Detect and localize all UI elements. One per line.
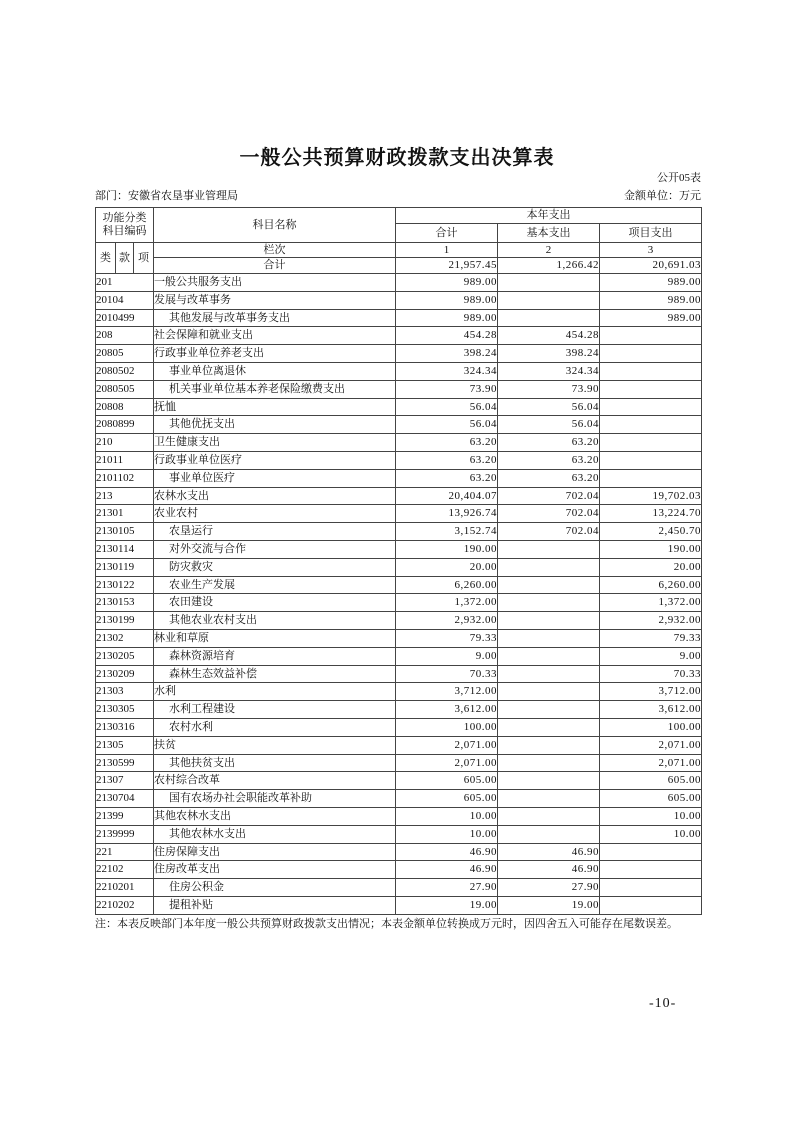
row-project: 2,932.00 — [600, 612, 702, 630]
row-code: 22102 — [96, 861, 154, 879]
row-basic: 454.28 — [498, 327, 600, 345]
row-code: 2210202 — [96, 896, 154, 914]
table-row — [96, 291, 702, 309]
class-col-header: 类 — [96, 243, 116, 274]
row-total: 73.90 — [396, 380, 498, 398]
code-group-line1: 功能分类 — [102, 212, 147, 225]
footnote: 注：本表反映部门本年度一般公共预算财政拨款支出情况；本表金额单位转换成万元时，因四舍五入可能存在尾数误差。 — [95, 918, 678, 930]
row-project: 10.00 — [600, 807, 702, 825]
table-row — [96, 416, 702, 434]
row-project: 2,071.00 — [600, 754, 702, 772]
table-row — [96, 469, 702, 487]
row-code: 20808 — [96, 398, 154, 416]
row-total: 989.00 — [396, 309, 498, 327]
row-code: 213 — [96, 487, 154, 505]
row-subject-name: 社会保障和就业支出 — [154, 327, 396, 345]
table-row — [96, 861, 702, 879]
grand-total-project: 20,691.03 — [600, 258, 702, 274]
table-row — [96, 665, 702, 683]
row-project — [600, 861, 702, 879]
row-subject-name: 事业单位医疗 — [154, 469, 396, 487]
row-code: 2130305 — [96, 701, 154, 719]
row-basic — [498, 718, 600, 736]
basic-col-header: 基本支出 — [498, 224, 600, 243]
row-subject-name: 扶贫 — [154, 736, 396, 754]
row-subject-name: 卫生健康支出 — [154, 434, 396, 452]
row-code: 21307 — [96, 772, 154, 790]
row-project: 2,450.70 — [600, 523, 702, 541]
row-total: 6,260.00 — [396, 576, 498, 594]
row-basic — [498, 629, 600, 647]
row-subject-name: 其他扶贫支出 — [154, 754, 396, 772]
row-total: 2,932.00 — [396, 612, 498, 630]
row-subject-name: 其他发展与改革事务支出 — [154, 309, 396, 327]
row-project — [600, 434, 702, 452]
department-label: 部门：安徽省农垦事业管理局 — [95, 190, 238, 202]
row-basic — [498, 540, 600, 558]
row-total: 56.04 — [396, 416, 498, 434]
table-row — [96, 274, 702, 292]
row-basic — [498, 291, 600, 309]
table-row — [96, 327, 702, 345]
row-subject-name: 农林水支出 — [154, 487, 396, 505]
row-code: 21303 — [96, 683, 154, 701]
page-number: -10- — [649, 996, 677, 1011]
row-subject-name: 林业和草原 — [154, 629, 396, 647]
row-total: 13,926.74 — [396, 505, 498, 523]
row-basic: 63.20 — [498, 434, 600, 452]
row-total: 63.20 — [396, 434, 498, 452]
table-row — [96, 309, 702, 327]
row-subject-name: 水利工程建设 — [154, 701, 396, 719]
row-code: 210 — [96, 434, 154, 452]
table-row — [96, 683, 702, 701]
row-basic: 702.04 — [498, 487, 600, 505]
row-total: 454.28 — [396, 327, 498, 345]
row-subject-name: 国有农场办社会职能改革补助 — [154, 790, 396, 808]
row-code: 21302 — [96, 629, 154, 647]
row-total: 2,071.00 — [396, 754, 498, 772]
row-subject-name: 行政事业单位养老支出 — [154, 345, 396, 363]
row-basic — [498, 683, 600, 701]
row-total: 20,404.07 — [396, 487, 498, 505]
table-row — [96, 487, 702, 505]
code-group-header — [96, 208, 154, 243]
section-col-header: 款 — [116, 243, 134, 274]
row-total: 3,612.00 — [396, 701, 498, 719]
table-row — [96, 612, 702, 630]
row-subject-name: 其他农林水支出 — [154, 825, 396, 843]
row-project: 3,612.00 — [600, 701, 702, 719]
table-row — [96, 790, 702, 808]
row-basic: 702.04 — [498, 505, 600, 523]
table-row — [96, 380, 702, 398]
meta-row — [95, 187, 701, 203]
row-basic — [498, 274, 600, 292]
row-code: 2130316 — [96, 718, 154, 736]
total-col-header: 合计 — [396, 224, 498, 243]
row-project — [600, 362, 702, 380]
row-code: 21305 — [96, 736, 154, 754]
row-subject-name: 森林生态效益补偿 — [154, 665, 396, 683]
row-total: 100.00 — [396, 718, 498, 736]
row-total: 989.00 — [396, 274, 498, 292]
row-code: 21301 — [96, 505, 154, 523]
row-project: 70.33 — [600, 665, 702, 683]
header-row-1 — [96, 208, 702, 224]
row-basic — [498, 665, 600, 683]
row-basic: 56.04 — [498, 398, 600, 416]
row-code: 21011 — [96, 451, 154, 469]
row-subject-name: 农垦运行 — [154, 523, 396, 541]
row-code: 2130704 — [96, 790, 154, 808]
row-subject-name: 其他农林水支出 — [154, 807, 396, 825]
row-basic: 63.20 — [498, 469, 600, 487]
row-total: 3,152.74 — [396, 523, 498, 541]
row-project — [600, 896, 702, 914]
table-row — [96, 807, 702, 825]
row-total: 1,372.00 — [396, 594, 498, 612]
row-code: 21399 — [96, 807, 154, 825]
table-row — [96, 505, 702, 523]
row-project — [600, 398, 702, 416]
row-project: 19,702.03 — [600, 487, 702, 505]
col-index-3: 3 — [600, 243, 702, 258]
row-subject-name: 农业生产发展 — [154, 576, 396, 594]
row-basic: 73.90 — [498, 380, 600, 398]
row-basic: 63.20 — [498, 451, 600, 469]
row-total: 70.33 — [396, 665, 498, 683]
row-basic — [498, 772, 600, 790]
unit-label: 金额单位：万元 — [624, 190, 701, 202]
table-row — [96, 825, 702, 843]
budget-table-body — [96, 274, 702, 915]
row-total: 79.33 — [396, 629, 498, 647]
row-basic — [498, 754, 600, 772]
row-total: 19.00 — [396, 896, 498, 914]
subject-name-header: 科目名称 — [154, 208, 396, 243]
current-year-expense-header: 本年支出 — [396, 208, 702, 224]
row-total: 989.00 — [396, 291, 498, 309]
row-total: 46.90 — [396, 843, 498, 861]
row-total: 20.00 — [396, 558, 498, 576]
table-row — [96, 576, 702, 594]
row-total: 190.00 — [396, 540, 498, 558]
row-subject-name: 其他农业农村支出 — [154, 612, 396, 630]
row-basic: 56.04 — [498, 416, 600, 434]
col-index-1: 1 — [396, 243, 498, 258]
row-basic: 46.90 — [498, 843, 600, 861]
row-total: 2,071.00 — [396, 736, 498, 754]
table-row — [96, 736, 702, 754]
row-total: 10.00 — [396, 807, 498, 825]
row-code: 20104 — [96, 291, 154, 309]
row-subject-name: 农田建设 — [154, 594, 396, 612]
grand-total-label: 合计 — [154, 258, 396, 274]
table-row — [96, 594, 702, 612]
row-subject-name: 农村水利 — [154, 718, 396, 736]
row-subject-name: 事业单位离退休 — [154, 362, 396, 380]
row-project: 1,372.00 — [600, 594, 702, 612]
row-subject-name: 对外交流与合作 — [154, 540, 396, 558]
row-code: 2080502 — [96, 362, 154, 380]
project-col-header: 项目支出 — [600, 224, 702, 243]
row-code: 2130153 — [96, 594, 154, 612]
row-subject-name: 提租补贴 — [154, 896, 396, 914]
row-subject-name: 抚恤 — [154, 398, 396, 416]
row-code: 208 — [96, 327, 154, 345]
row-project — [600, 469, 702, 487]
row-total: 63.20 — [396, 451, 498, 469]
row-subject-name: 机关事业单位基本养老保险缴费支出 — [154, 380, 396, 398]
grand-total-total: 21,957.45 — [396, 258, 498, 274]
row-subject-name: 农村综合改革 — [154, 772, 396, 790]
row-basic — [498, 647, 600, 665]
row-basic — [498, 594, 600, 612]
table-row — [96, 879, 702, 897]
row-total: 398.24 — [396, 345, 498, 363]
row-total: 63.20 — [396, 469, 498, 487]
row-total: 27.90 — [396, 879, 498, 897]
table-row — [96, 451, 702, 469]
table-row — [96, 398, 702, 416]
table-code-label: 公开05表 — [657, 172, 701, 184]
row-project: 190.00 — [600, 540, 702, 558]
row-project — [600, 327, 702, 345]
row-subject-name: 水利 — [154, 683, 396, 701]
row-basic — [498, 309, 600, 327]
row-code: 20805 — [96, 345, 154, 363]
row-code: 2080899 — [96, 416, 154, 434]
row-subject-name: 森林资源培育 — [154, 647, 396, 665]
row-subject-name: 住房公积金 — [154, 879, 396, 897]
row-project: 79.33 — [600, 629, 702, 647]
row-total: 605.00 — [396, 790, 498, 808]
row-project: 605.00 — [600, 772, 702, 790]
row-project: 989.00 — [600, 291, 702, 309]
row-code: 2139999 — [96, 825, 154, 843]
item-col-header: 项 — [134, 243, 154, 274]
row-basic: 702.04 — [498, 523, 600, 541]
table-row — [96, 843, 702, 861]
row-subject-name: 农业农村 — [154, 505, 396, 523]
row-basic — [498, 558, 600, 576]
row-basic — [498, 825, 600, 843]
row-total: 9.00 — [396, 647, 498, 665]
row-subject-name: 其他优抚支出 — [154, 416, 396, 434]
row-total: 605.00 — [396, 772, 498, 790]
row-subject-name: 行政事业单位医疗 — [154, 451, 396, 469]
table-row — [96, 629, 702, 647]
header-row-3 — [96, 243, 702, 258]
row-code: 2130119 — [96, 558, 154, 576]
row-project — [600, 879, 702, 897]
row-code: 2130209 — [96, 665, 154, 683]
row-project — [600, 380, 702, 398]
row-project: 605.00 — [600, 790, 702, 808]
row-basic — [498, 736, 600, 754]
row-project: 6,260.00 — [600, 576, 702, 594]
table-row — [96, 647, 702, 665]
row-project: 2,071.00 — [600, 736, 702, 754]
row-code: 2210201 — [96, 879, 154, 897]
row-code: 2130114 — [96, 540, 154, 558]
row-basic — [498, 576, 600, 594]
row-project — [600, 416, 702, 434]
row-basic: 324.34 — [498, 362, 600, 380]
row-code: 2130105 — [96, 523, 154, 541]
row-basic — [498, 790, 600, 808]
row-project: 20.00 — [600, 558, 702, 576]
row-subject-name: 一般公共服务支出 — [154, 274, 396, 292]
row-index-label: 栏次 — [154, 243, 396, 258]
row-subject-name: 防灾救灾 — [154, 558, 396, 576]
row-project: 10.00 — [600, 825, 702, 843]
row-project: 3,712.00 — [600, 683, 702, 701]
table-row — [96, 362, 702, 380]
row-project: 989.00 — [600, 274, 702, 292]
row-project: 100.00 — [600, 718, 702, 736]
budget-table — [95, 207, 702, 915]
table-row — [96, 754, 702, 772]
row-basic — [498, 701, 600, 719]
table-row — [96, 523, 702, 541]
page-title: 一般公共预算财政拨款支出决算表 — [239, 147, 555, 169]
row-code: 2130122 — [96, 576, 154, 594]
table-row — [96, 345, 702, 363]
row-total: 46.90 — [396, 861, 498, 879]
row-basic: 46.90 — [498, 861, 600, 879]
row-project: 9.00 — [600, 647, 702, 665]
table-row — [96, 718, 702, 736]
row-code: 2080505 — [96, 380, 154, 398]
table-row — [96, 896, 702, 914]
table-row — [96, 772, 702, 790]
row-subject-name: 发展与改革事务 — [154, 291, 396, 309]
row-project — [600, 843, 702, 861]
row-code: 2130205 — [96, 647, 154, 665]
row-project: 13,224.70 — [600, 505, 702, 523]
row-basic: 398.24 — [498, 345, 600, 363]
row-code: 2101102 — [96, 469, 154, 487]
grand-total-row — [96, 258, 702, 274]
table-row — [96, 434, 702, 452]
table-row — [96, 701, 702, 719]
row-code: 2010499 — [96, 309, 154, 327]
row-total: 10.00 — [396, 825, 498, 843]
row-project — [600, 451, 702, 469]
row-basic — [498, 612, 600, 630]
row-total: 3,712.00 — [396, 683, 498, 701]
col-index-2: 2 — [498, 243, 600, 258]
row-total: 324.34 — [396, 362, 498, 380]
row-project: 989.00 — [600, 309, 702, 327]
row-subject-name: 住房改革支出 — [154, 861, 396, 879]
row-project — [600, 345, 702, 363]
table-row — [96, 558, 702, 576]
row-code: 2130199 — [96, 612, 154, 630]
row-code: 221 — [96, 843, 154, 861]
row-basic: 27.90 — [498, 879, 600, 897]
grand-total-basic: 1,266.42 — [498, 258, 600, 274]
row-total: 56.04 — [396, 398, 498, 416]
row-basic: 19.00 — [498, 896, 600, 914]
table-row — [96, 540, 702, 558]
row-subject-name: 住房保障支出 — [154, 843, 396, 861]
row-basic — [498, 807, 600, 825]
code-group-line2: 科目编码 — [102, 225, 147, 237]
row-code: 2130599 — [96, 754, 154, 772]
row-code: 201 — [96, 274, 154, 292]
